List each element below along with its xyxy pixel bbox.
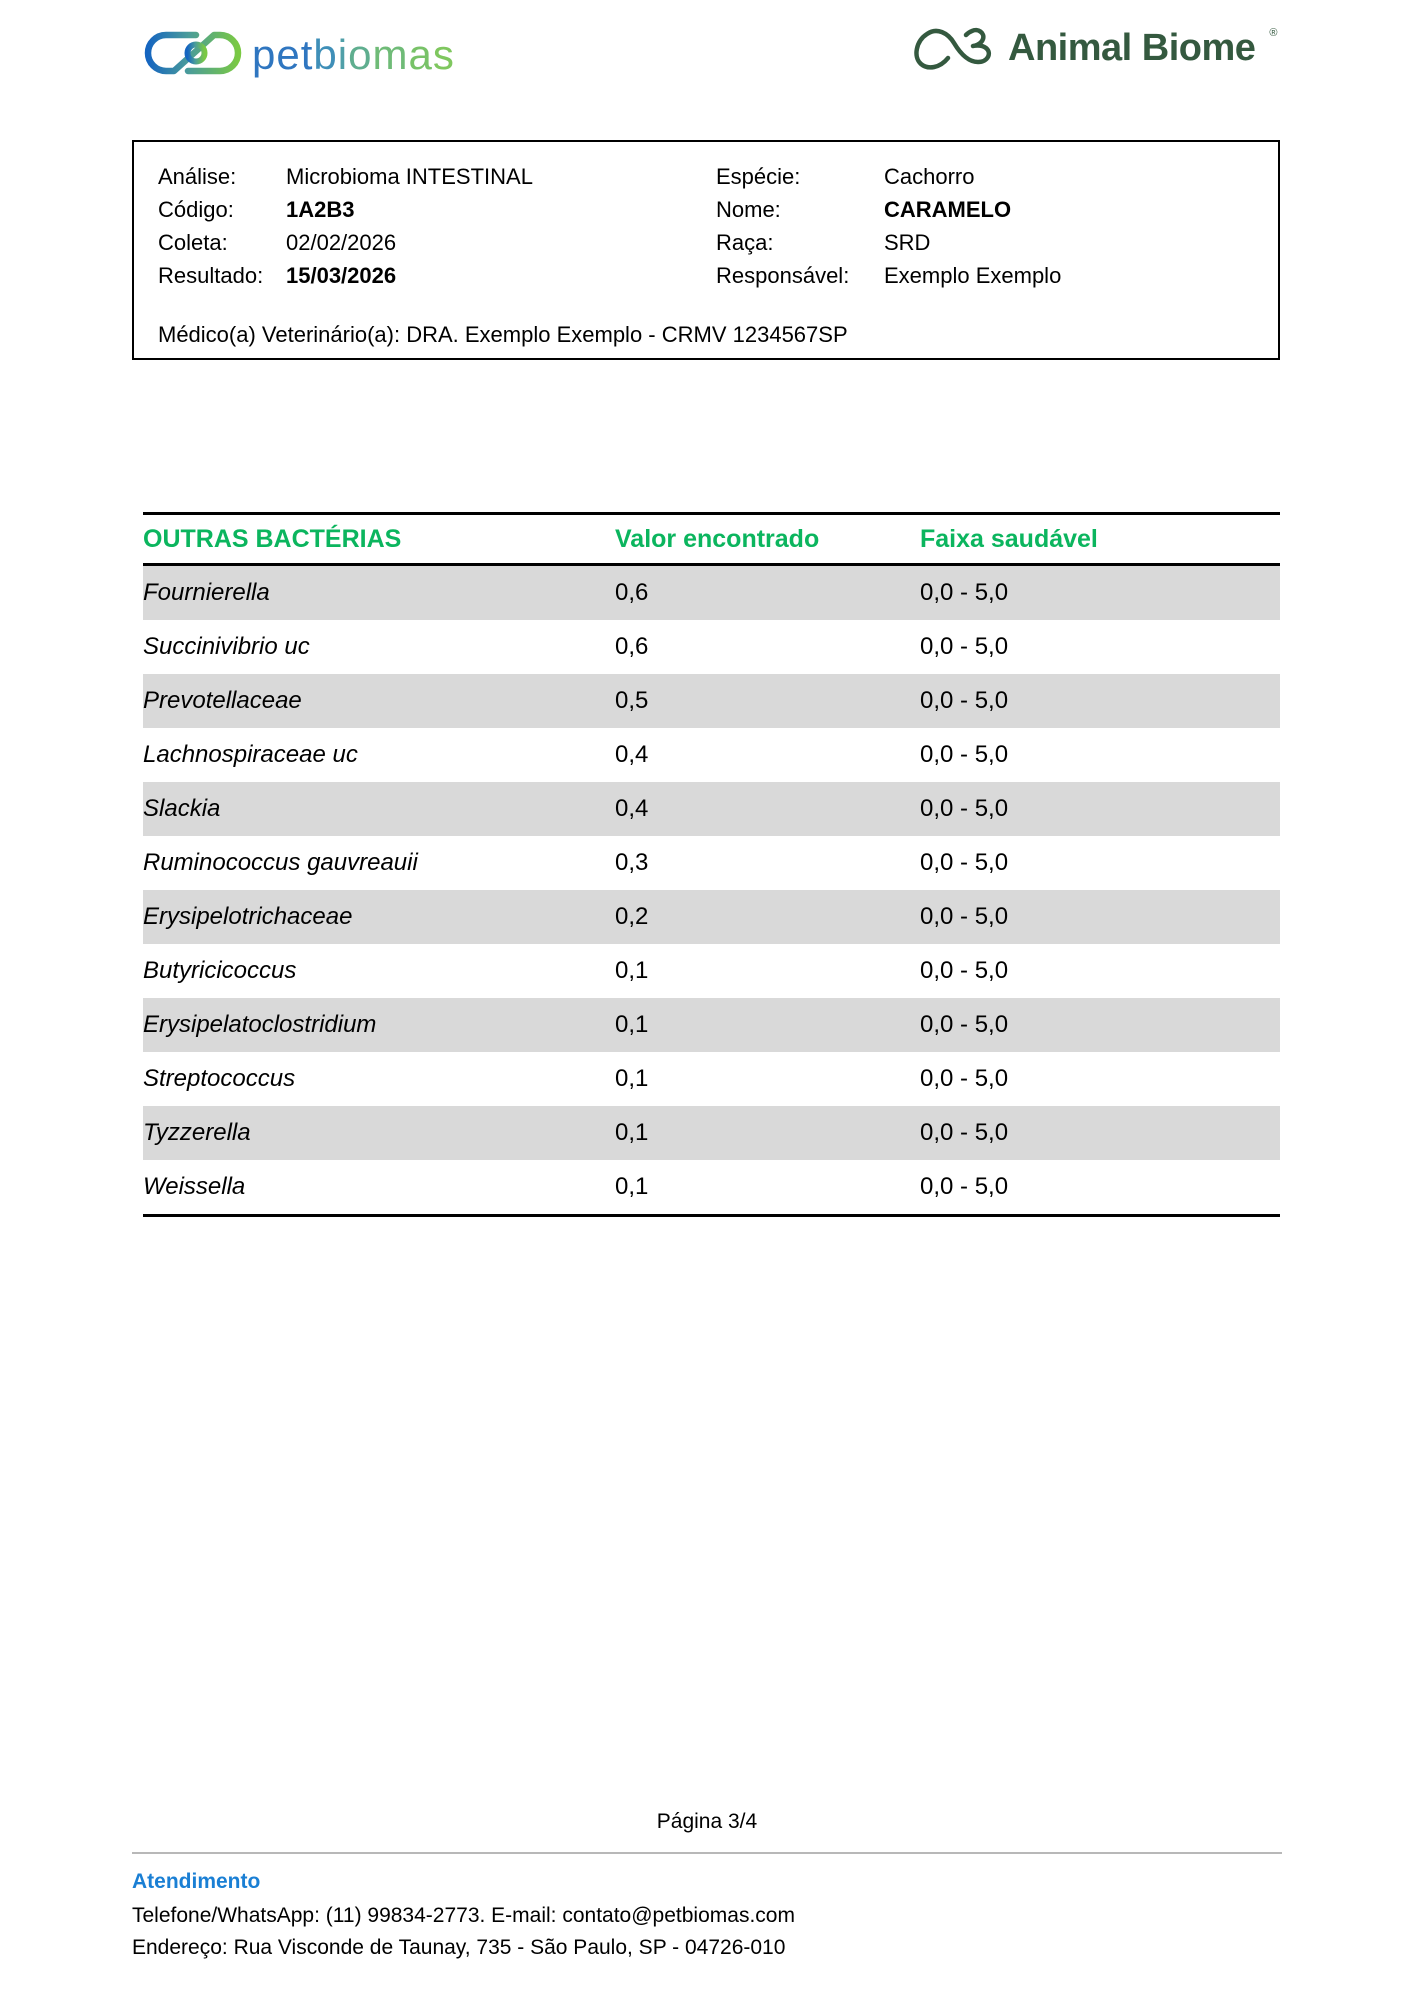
info-value-coleta: 02/02/2026 [286,230,397,255]
infinity-loop-icon [140,22,248,84]
cell-bacteria-name: Butyricicoccus [143,957,297,984]
cell-healthy-range: 0,0 - 5,0 [920,795,1009,822]
cell-healthy-range: 0,0 - 5,0 [920,957,1009,984]
table-row [143,728,1280,782]
table-header-row [143,515,1280,563]
patient-info-grid [158,160,1248,292]
cell-bacteria-name: Streptococcus [143,1065,296,1092]
cell-found-value: 0,4 [615,795,649,822]
cell-found-value: 0,2 [615,903,649,930]
table-row [143,998,1280,1052]
table-bottom-rule [143,1214,1280,1217]
info-value-analise: Microbioma INTESTINAL [286,164,533,189]
other-bacteria-table [143,512,1280,1217]
column-header-bacteria: OUTRAS BACTÉRIAS [143,524,402,553]
cell-bacteria-name: Ruminococcus gauvreauii [143,849,418,876]
cell-bacteria-name: Prevotellaceae [143,687,302,714]
info-label-coleta: Coleta: [158,230,228,255]
animal-biome-infinity-icon [910,24,996,70]
footer-divider [132,1852,1282,1854]
cell-healthy-range: 0,0 - 5,0 [920,849,1009,876]
info-value-resultado: 15/03/2026 [286,263,397,288]
footer-contact-line: Telefone/WhatsApp: (11) 99834-2773. E-mail: contato@petbiomas.com [132,1904,795,1927]
cell-bacteria-name: Erysipelatoclostridium [143,1011,377,1038]
veterinarian-line: Médico(a) Veterinário(a): DRA. Exemplo Exemplo - CRMV 1234567SP [158,322,848,347]
table-row [143,620,1280,674]
animal-biome-wordmark: Animal Biome [1008,27,1256,69]
info-value-especie: Cachorro [884,164,975,189]
cell-bacteria-name: Weissella [143,1173,246,1200]
petbiomas-logo [140,22,455,84]
cell-healthy-range: 0,0 - 5,0 [920,633,1009,660]
info-value-nome: CARAMELO [884,197,1012,222]
cell-found-value: 0,1 [615,1119,649,1146]
cell-found-value: 0,3 [615,849,649,876]
table-row [143,1160,1280,1214]
petbiomas-wordmark: petbiomas [252,31,455,78]
info-label-especie: Espécie: [716,164,801,189]
info-label-codigo: Código: [158,197,234,222]
info-value-raca: SRD [884,230,931,255]
table-body [143,566,1280,1214]
cell-healthy-range: 0,0 - 5,0 [920,903,1009,930]
cell-healthy-range: 0,0 - 5,0 [920,741,1009,768]
info-label-responsavel: Responsável: [716,263,850,288]
patient-info-box [132,140,1280,360]
table-row [143,1052,1280,1106]
cell-healthy-range: 0,0 - 5,0 [920,1011,1009,1038]
animal-biome-logo [910,24,1276,70]
table-row [143,566,1280,620]
registered-trademark-mark: ® [1269,27,1278,39]
cell-healthy-range: 0,0 - 5,0 [920,579,1009,606]
info-label-analise: Análise: [158,164,237,189]
info-label-nome: Nome: [716,197,781,222]
cell-bacteria-name: Succinivibrio uc [143,633,310,660]
info-value-responsavel: Exemplo Exemplo [884,263,1062,288]
info-label-resultado: Resultado: [158,263,264,288]
page-header [0,0,1414,110]
footer-address-line: Endereço: Rua Visconde de Taunay, 735 - São Paulo, SP - 04726-010 [132,1936,786,1959]
info-value-codigo: 1A2B3 [286,197,355,222]
cell-found-value: 0,1 [615,1173,649,1200]
cell-bacteria-name: Fournierella [143,579,270,606]
cell-healthy-range: 0,0 - 5,0 [920,687,1009,714]
info-label-raca: Raça: [716,230,774,255]
table-row [143,944,1280,998]
cell-bacteria-name: Erysipelotrichaceae [143,903,353,930]
cell-found-value: 0,1 [615,957,649,984]
cell-found-value: 0,1 [615,1011,649,1038]
table-row [143,674,1280,728]
cell-bacteria-name: Lachnospiraceae uc [143,741,358,768]
footer-title: Atendimento [132,1870,261,1893]
table-row [143,1106,1280,1160]
cell-healthy-range: 0,0 - 5,0 [920,1173,1009,1200]
cell-healthy-range: 0,0 - 5,0 [920,1119,1009,1146]
cell-healthy-range: 0,0 - 5,0 [920,1065,1009,1092]
cell-found-value: 0,1 [615,1065,649,1092]
column-header-range: Faixa saudável [920,524,1098,553]
cell-found-value: 0,4 [615,741,649,768]
table-row [143,836,1280,890]
table-row [143,782,1280,836]
column-header-value: Valor encontrado [615,524,820,553]
table-row [143,890,1280,944]
cell-found-value: 0,5 [615,687,649,714]
cell-found-value: 0,6 [615,579,649,606]
cell-found-value: 0,6 [615,633,649,660]
cell-bacteria-name: Slackia [143,795,221,822]
page-number: Página 3/4 [656,1810,758,1833]
cell-bacteria-name: Tyzzerella [143,1119,251,1146]
footer-contact-block [132,1866,1282,1964]
